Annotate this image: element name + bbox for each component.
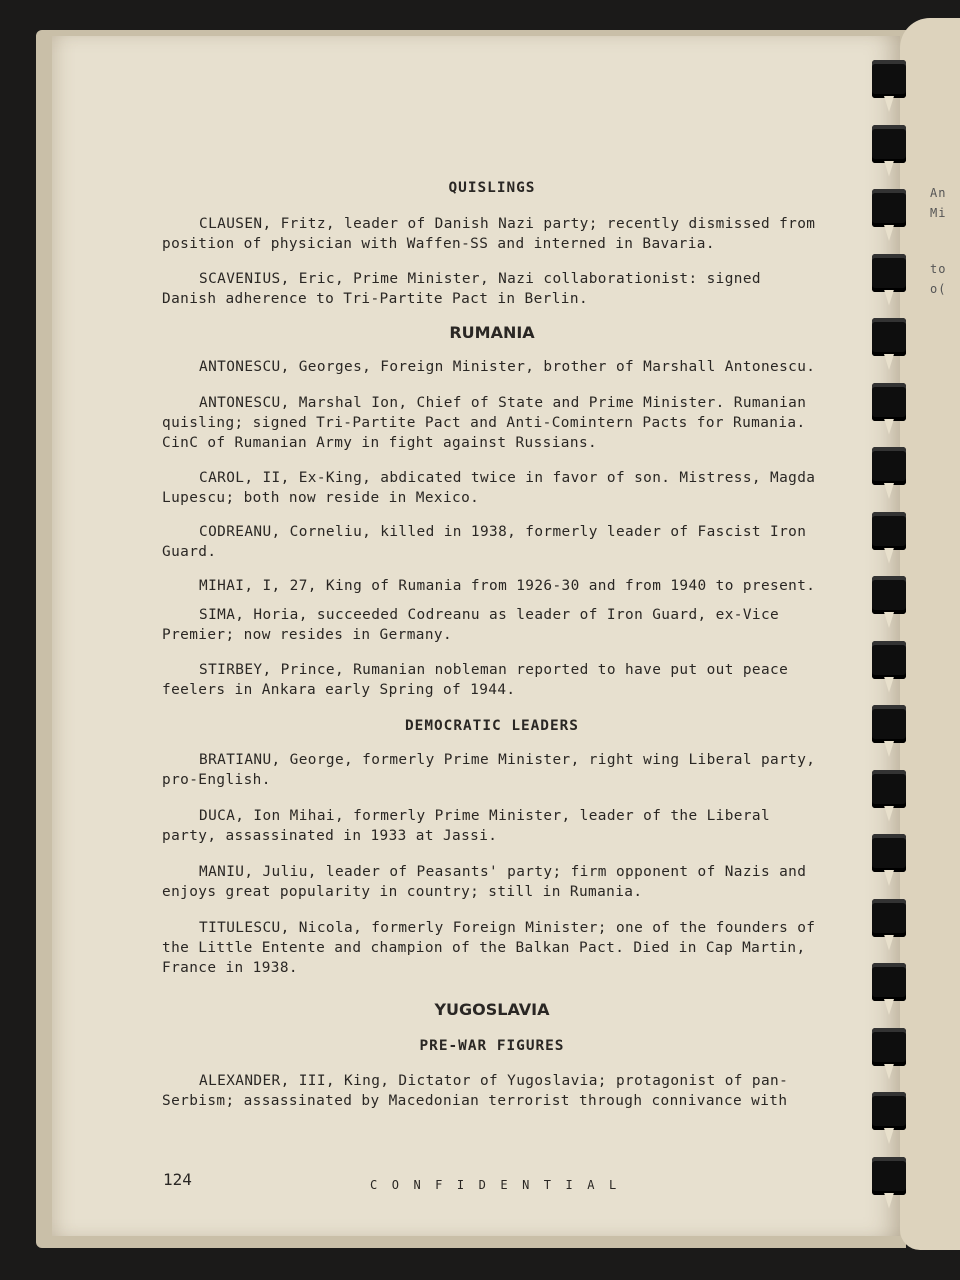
entry-carol: CAROL, II, Ex-King, abdicated twice in favor of son. Mistress, Magda Lupescu; both now reside in Mexico. (162, 470, 816, 506)
entry-duca: DUCA, Ion Mihai, formerly Prime Minister, leader of the Liberal party, assassinated in 1933 at Jassi. (162, 808, 771, 844)
spiral-coil (872, 576, 906, 614)
section-heading-democratic-leaders: DEMOCRATIC LEADERS (405, 718, 579, 734)
entry-clausen: CLAUSEN, Fritz, leader of Danish Nazi party; recently dismissed from position of physician with Waffen-SS and interned in Bavaria. (162, 216, 816, 252)
spiral-coil (872, 383, 906, 421)
spiral-binding (872, 60, 912, 1220)
entry-maniu: MANIU, Juliu, leader of Peasants' party; firm opponent of Nazis and enjoys great popularity in country; still in Rumania. (162, 864, 807, 900)
spiral-coil (872, 1092, 906, 1130)
entry-stirbey: STIRBEY, Prince, Rumanian nobleman reported to have put out peace feelers in Ankara early Spring of 1944. (162, 662, 789, 698)
spiral-coil (872, 512, 906, 550)
page-number: 124 (163, 1170, 192, 1189)
spiral-coil (872, 705, 906, 743)
spiral-coil (872, 125, 906, 163)
section-heading-rumania: RUMANIA (449, 323, 535, 342)
section-heading-quislings: QUISLINGS (448, 180, 536, 196)
spiral-coil (872, 318, 906, 356)
entry-codreanu: CODREANU, Corneliu, killed in 1938, formerly leader of Fascist Iron Guard. (162, 524, 807, 560)
spiral-coil (872, 60, 906, 98)
facing-page-fragment: Mi (930, 206, 947, 220)
spiral-coil (872, 1157, 906, 1195)
spiral-coil (872, 447, 906, 485)
entry-mihai: MIHAI, I, 27, King of Rumania from 1926-30 and from 1940 to present. (199, 578, 816, 594)
facing-page-fragment: o( (930, 282, 947, 296)
spiral-coil (872, 189, 906, 227)
spiral-coil (872, 963, 906, 1001)
entry-scavenius: SCAVENIUS, Eric, Prime Minister, Nazi collaborationist: signed Danish adherence to Tri-Partite Pact in Berlin. (162, 271, 761, 307)
classification-footer: CONFIDENTIAL (370, 1178, 631, 1192)
section-heading-pre-war-figures: PRE-WAR FIGURES (419, 1038, 565, 1054)
section-heading-yugoslavia: YUGOSLAVIA (434, 1000, 550, 1019)
page-text (162, 170, 822, 1111)
spiral-coil (872, 1028, 906, 1066)
entry-antonescu-ion: ANTONESCU, Marshal Ion, Chief of State and Prime Minister. Rumanian quisling; signed Tri-Partite Pact and Anti-Comintern Pacts for Rumania. CinC of Rumanian Army in fight against Russians. (162, 395, 807, 451)
entry-bratianu: BRATIANU, George, formerly Prime Minister, right wing Liberal party, pro-English. (162, 752, 816, 788)
entry-sima: SIMA, Horia, succeeded Codreanu as leader of Iron Guard, ex-Vice Premier; now resides in Germany. (162, 607, 780, 643)
entry-alexander: ALEXANDER, III, King, Dictator of Yugoslavia; protagonist of pan-Serbism; assassinated by Macedonian terrorist through connivance with (162, 1073, 789, 1109)
entry-antonescu-georges: ANTONESCU, Georges, Foreign Minister, brother of Marshall Antonescu. (199, 359, 816, 375)
facing-page-fragment: An (930, 186, 947, 200)
facing-page-fragment: to (930, 262, 947, 276)
spiral-coil (872, 254, 906, 292)
spiral-coil (872, 641, 906, 679)
spiral-coil (872, 770, 906, 808)
spiral-coil (872, 899, 906, 937)
entry-titulescu: TITULESCU, Nicola, formerly Foreign Minister; one of the founders of the Little Entente and champion of the Balkan Pact. Died in Cap Martin, France in 1938. (162, 920, 816, 976)
spiral-coil (872, 834, 906, 872)
